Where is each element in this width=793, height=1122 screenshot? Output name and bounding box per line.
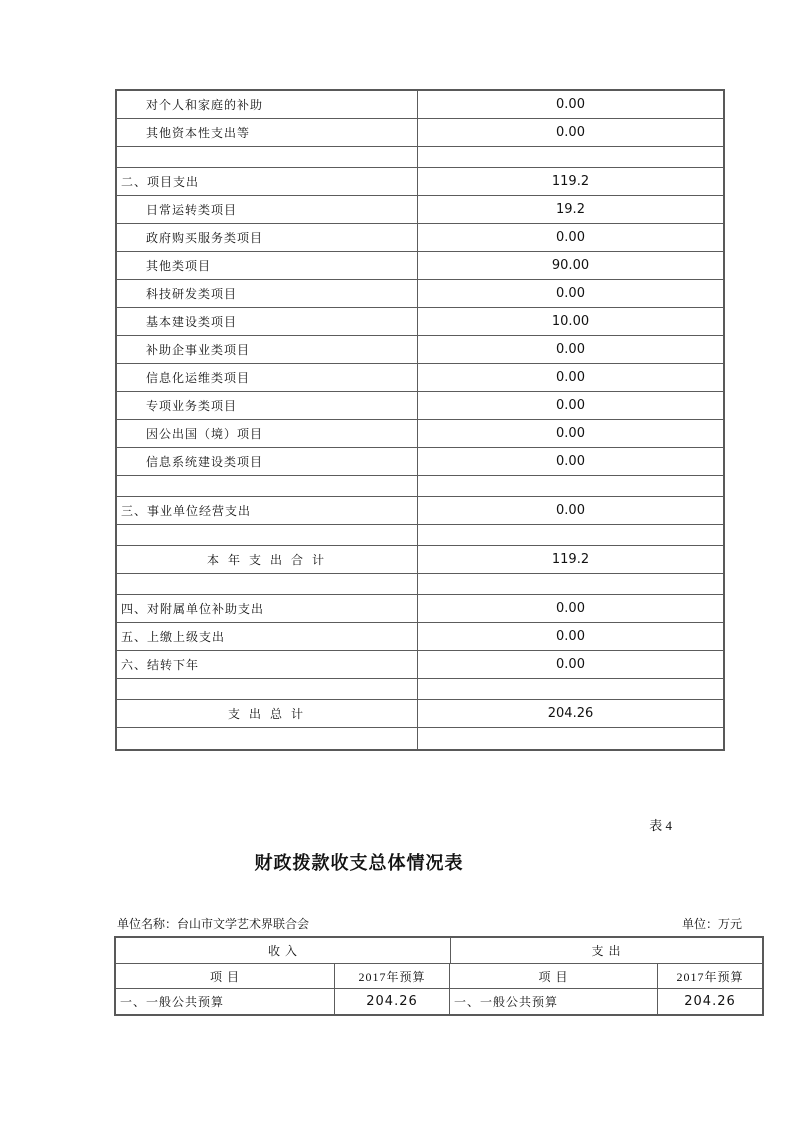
- table-row: [117, 392, 723, 420]
- row-value: [418, 147, 723, 167]
- table-row: [117, 308, 723, 336]
- income-item-header: 项 目: [116, 964, 335, 988]
- row-value: [418, 728, 723, 749]
- row-value: 204.26: [547, 706, 594, 721]
- page-title: 财政拨款收支总体情况表: [254, 853, 464, 874]
- row-value: 0.00: [556, 125, 585, 140]
- table-row: [117, 224, 723, 252]
- income-value: 204.26: [335, 989, 450, 1014]
- meta-line: [117, 915, 742, 932]
- row-label: 科技研发类项目: [117, 280, 418, 307]
- table-row-empty: [117, 525, 723, 546]
- income-header: 收 入: [116, 938, 451, 963]
- expense-value: 204.26: [684, 994, 736, 1009]
- row-label: 对个人和家庭的补助: [117, 91, 418, 118]
- table-row-empty: [117, 679, 723, 700]
- income-budget-header: 2017年预算: [335, 964, 450, 988]
- row-label: 信息化运维类项目: [117, 364, 418, 391]
- row-value: 0.00: [556, 97, 585, 112]
- table-row: [117, 623, 723, 651]
- table-row: [117, 280, 723, 308]
- table-row: [117, 448, 723, 476]
- row-value: [418, 476, 723, 496]
- table-row: [117, 336, 723, 364]
- row-value: [418, 525, 723, 545]
- row-value: 0.00: [556, 398, 585, 413]
- row-label: 六、结转下年: [117, 651, 418, 678]
- row-value: 0.00: [556, 601, 585, 616]
- row-label: 政府购买服务类项目: [117, 224, 418, 251]
- row-value: [418, 679, 723, 699]
- row-value: 0.00: [556, 230, 585, 245]
- row-value: 10.00: [551, 314, 590, 329]
- expenditure-table: [115, 89, 725, 751]
- table-row: [117, 651, 723, 679]
- row-value: 0.00: [556, 503, 585, 518]
- row-label: 日常运转类项目: [117, 196, 418, 223]
- row-label: [117, 679, 418, 699]
- row-label: 专项业务类项目: [117, 392, 418, 419]
- unit-name-label: 单位名称：台山市文学艺术界联合会: [117, 917, 310, 931]
- income-item: 一、一般公共预算: [116, 989, 335, 1014]
- row-value: 0.00: [556, 286, 585, 301]
- table-row-empty: [117, 476, 723, 497]
- table-row: [117, 364, 723, 392]
- row-value: 119.2: [551, 552, 590, 567]
- summary-header-row: [116, 938, 762, 964]
- row-value: 90.00: [551, 258, 590, 273]
- summary-table: [114, 936, 764, 1016]
- table-row: [117, 196, 723, 224]
- summary-data-row: [116, 989, 762, 1014]
- table-row-subtotal: [117, 546, 723, 574]
- row-value: 0.00: [556, 426, 585, 441]
- row-value: 0.00: [556, 370, 585, 385]
- row-label: [117, 147, 418, 167]
- row-value: 119.2: [551, 174, 590, 189]
- row-value: 19.2: [556, 202, 585, 217]
- row-label: [117, 728, 418, 749]
- table-row: [117, 119, 723, 147]
- table-row: [117, 168, 723, 196]
- row-value: 0.00: [556, 342, 585, 357]
- table-row-grand-total: [117, 700, 723, 728]
- row-label: 补助企事业类项目: [117, 336, 418, 363]
- row-value: 0.00: [556, 629, 585, 644]
- row-label: 二、项目支出: [117, 168, 418, 195]
- table-row: [117, 420, 723, 448]
- expense-item-header: 项 目: [450, 964, 658, 988]
- table-row: [117, 595, 723, 623]
- row-label: 支 出 总 计: [117, 700, 418, 727]
- row-label: 其他资本性支出等: [117, 119, 418, 146]
- row-value: [418, 574, 723, 594]
- row-label: 三、事业单位经营支出: [117, 497, 418, 524]
- table-row-empty: [117, 728, 723, 749]
- table-row: [117, 252, 723, 280]
- table-caption: 表 4: [649, 818, 672, 833]
- row-label: 因公出国（境）项目: [117, 420, 418, 447]
- row-label: 基本建设类项目: [117, 308, 418, 335]
- table-row-empty: [117, 574, 723, 595]
- row-label: 五、上缴上级支出: [117, 623, 418, 650]
- row-value: 0.00: [556, 454, 585, 469]
- row-label: 四、对附属单位补助支出: [117, 595, 418, 622]
- row-label: [117, 525, 418, 545]
- row-value: 0.00: [556, 657, 585, 672]
- expense-header: 支 出: [591, 944, 622, 958]
- row-label: [117, 574, 418, 594]
- row-label: 其他类项目: [117, 252, 418, 279]
- expense-item: 一、一般公共预算: [450, 989, 658, 1014]
- row-label: 信息系统建设类项目: [117, 448, 418, 475]
- row-label: 本 年 支 出 合 计: [117, 546, 418, 573]
- summary-subheader-row: [116, 964, 762, 989]
- table-row-empty: [117, 147, 723, 168]
- table-row: [117, 497, 723, 525]
- expense-budget-header: 2017年预算: [676, 969, 744, 984]
- table-row: [117, 91, 723, 119]
- unit-label: 单位：万元: [681, 917, 742, 931]
- row-label: [117, 476, 418, 496]
